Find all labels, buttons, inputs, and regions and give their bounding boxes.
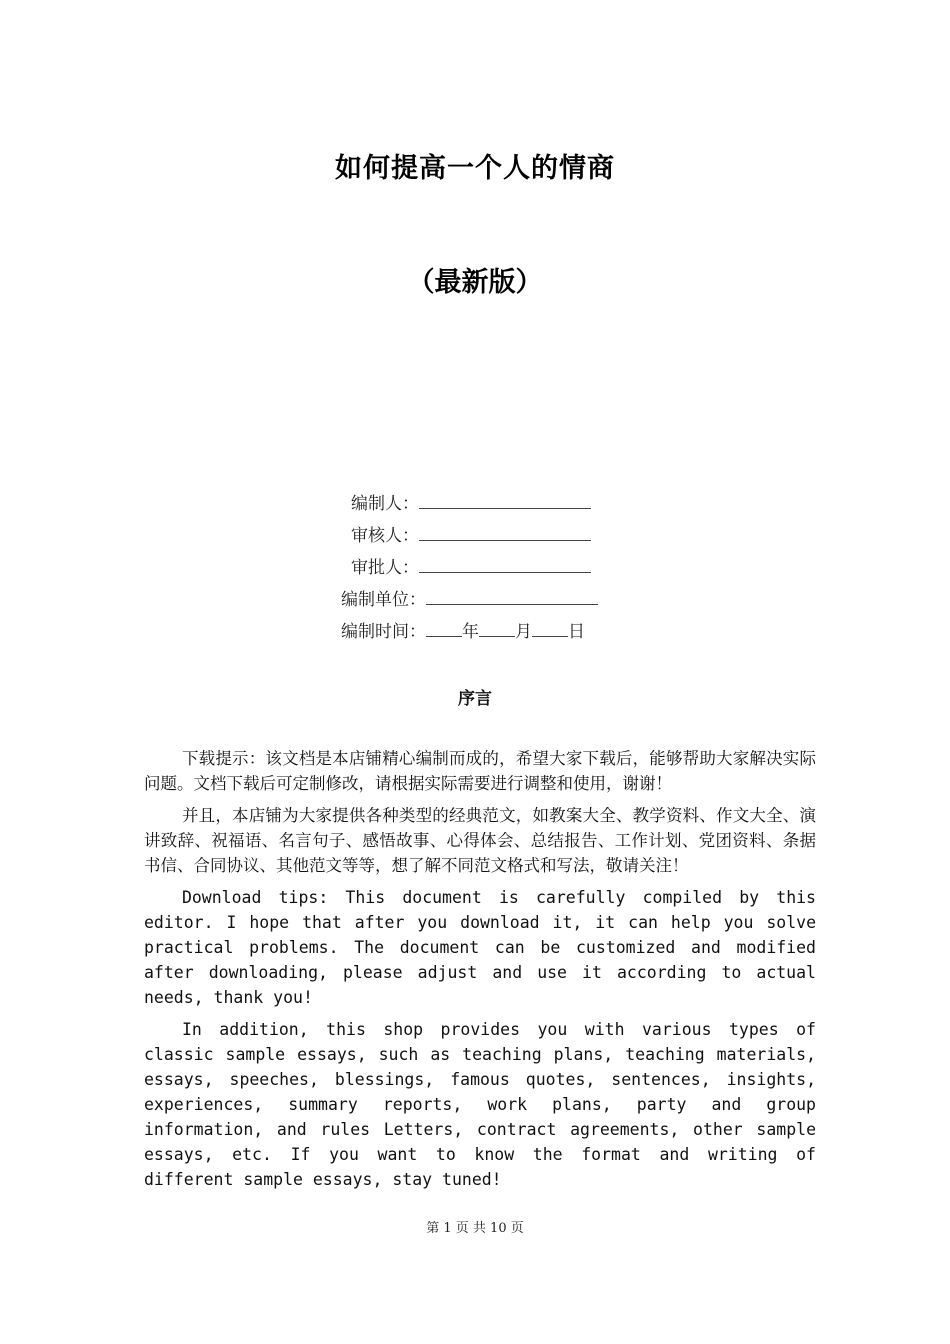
month-field[interactable] xyxy=(479,618,515,637)
page-footer: 第 1 页 共 10 页 xyxy=(426,1221,524,1236)
time-label: 编制时间： xyxy=(341,622,426,642)
time-row xyxy=(341,618,585,642)
document-title: 如何提高一个人的情商 xyxy=(335,153,615,184)
preface-paragraph-2: 并且，本店铺为大家提供各种类型的经典范文，如教案大全、教学资料、作文大全、演讲致辞、祝福语、名言句子、感悟故事、心得体会、总结报告、工作计划、党团资料、条据书信、合同协议、其他范文等等，想了解不同范文格式和写法，敬请关注！ xyxy=(144,806,816,875)
day-field[interactable] xyxy=(532,618,568,637)
approver-label: 审批人： xyxy=(351,558,419,578)
day-label: 日 xyxy=(568,622,585,642)
unit-row xyxy=(341,586,598,610)
unit-field[interactable] xyxy=(426,586,598,605)
preface-paragraph-4: In addition, this shop provides you with various types of classic sample essays, such as teaching plans, teaching materials, essays, speeches, blessings, famous quotes, sentences, insights, experiences, summary reports, work plans, party and group information, and rules Letters, contract agreements, other sample essays, etc. If you want to know the format and writing of different sample essays, stay tuned! xyxy=(144,1020,816,1189)
edition-label: （最新版） xyxy=(407,267,543,298)
preface-body xyxy=(144,746,816,1199)
compiler-field[interactable] xyxy=(419,490,591,509)
preface-paragraph-1: 下载提示：该文档是本店铺精心编制而成的，希望大家下载后，能够帮助大家解决实际问题。文档下载后可定制修改，请根据实际需要进行调整和使用，谢谢！ xyxy=(144,749,816,793)
compiler-row xyxy=(351,490,591,514)
approver-field[interactable] xyxy=(419,554,591,573)
reviewer-label: 审核人： xyxy=(351,526,419,546)
month-label: 月 xyxy=(515,622,532,642)
preface-paragraph-3: Download tips: This document is carefully compiled by this editor. I hope that after you download it, it can help you solve practical problems. The document can be customized and modified after downloading, please adjust and use it according to actual needs, thank you! xyxy=(144,888,816,1007)
unit-label: 编制单位： xyxy=(341,590,426,610)
approver-row xyxy=(351,554,591,578)
preface-heading: 序言 xyxy=(458,689,492,709)
reviewer-row xyxy=(351,522,591,546)
year-field[interactable] xyxy=(426,618,462,637)
year-label: 年 xyxy=(462,622,479,642)
reviewer-field[interactable] xyxy=(419,522,591,541)
compiler-label: 编制人： xyxy=(351,494,419,514)
